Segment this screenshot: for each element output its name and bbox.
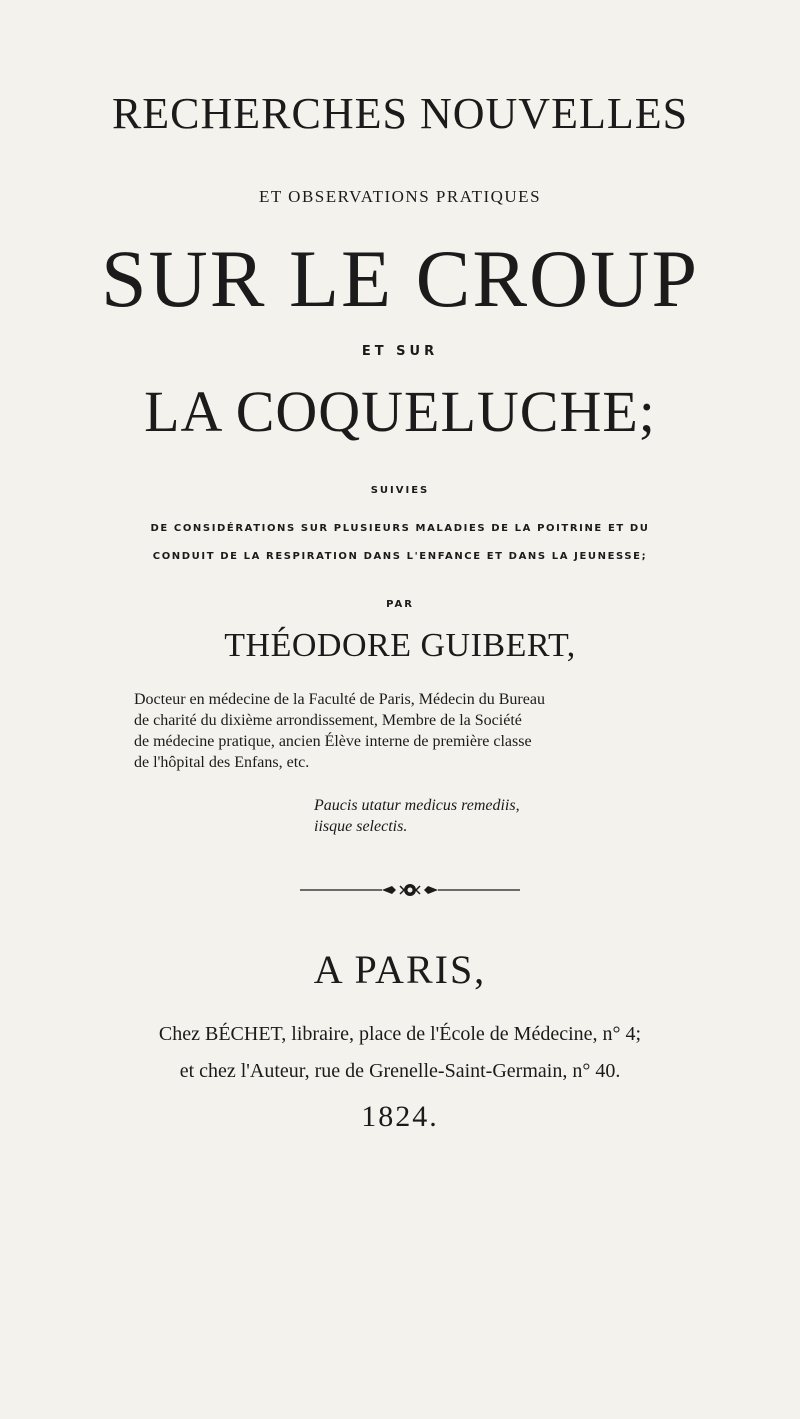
title-line-et-sur: ET SUR (361, 344, 439, 359)
imprint-city: A PARIS, (313, 947, 487, 992)
subtitle-line-2: CONDUIT DE LA RESPIRATION DANS L'ENFANCE ET DANS LA JEUNESSE; (152, 551, 648, 562)
credential-line: de médecine pratique, ancien Élève interne de première classe (134, 733, 532, 750)
printers-ornament-icon (300, 883, 520, 897)
author-credentials (134, 689, 694, 773)
title-line-croup: SUR LE CROUP (100, 233, 700, 324)
title-line-observations: ET OBSERVATIONS PRATIQUES (258, 187, 542, 206)
subtitle-suivies: SUIVIES (370, 485, 430, 496)
subtitle-line-1: DE CONSIDÉRATIONS SUR PLUSIEURS MALADIES DE LA POITRINE ET DU (150, 523, 650, 534)
credential-line: Docteur en médecine de la Faculté de Paris, Médecin du Bureau (134, 691, 545, 708)
by-label: PAR (386, 599, 414, 610)
title-line-recherches: RECHERCHES NOUVELLES (111, 89, 689, 138)
author-name: THÉODORE GUIBERT, (224, 627, 576, 664)
epigraph (314, 795, 520, 837)
publication-year: 1824. (361, 1100, 439, 1133)
credential-line: de l'hôpital des Enfans, etc. (134, 754, 310, 771)
publisher-line-2: et chez l'Auteur, rue de Grenelle-Saint-Germain, n° 40. (179, 1060, 621, 1082)
epigraph-line: Paucis utatur medicus remediis, (314, 797, 520, 814)
title-line-coqueluche: LA COQUELUCHE; (144, 379, 656, 444)
epigraph-line: iisque selectis. (314, 818, 408, 835)
publisher-line-1: Chez BÉCHET, libraire, place de l'École de Médecine, n° 4; (158, 1023, 642, 1045)
credential-line: de charité du dixième arrondissement, Membre de la Société (134, 712, 522, 729)
